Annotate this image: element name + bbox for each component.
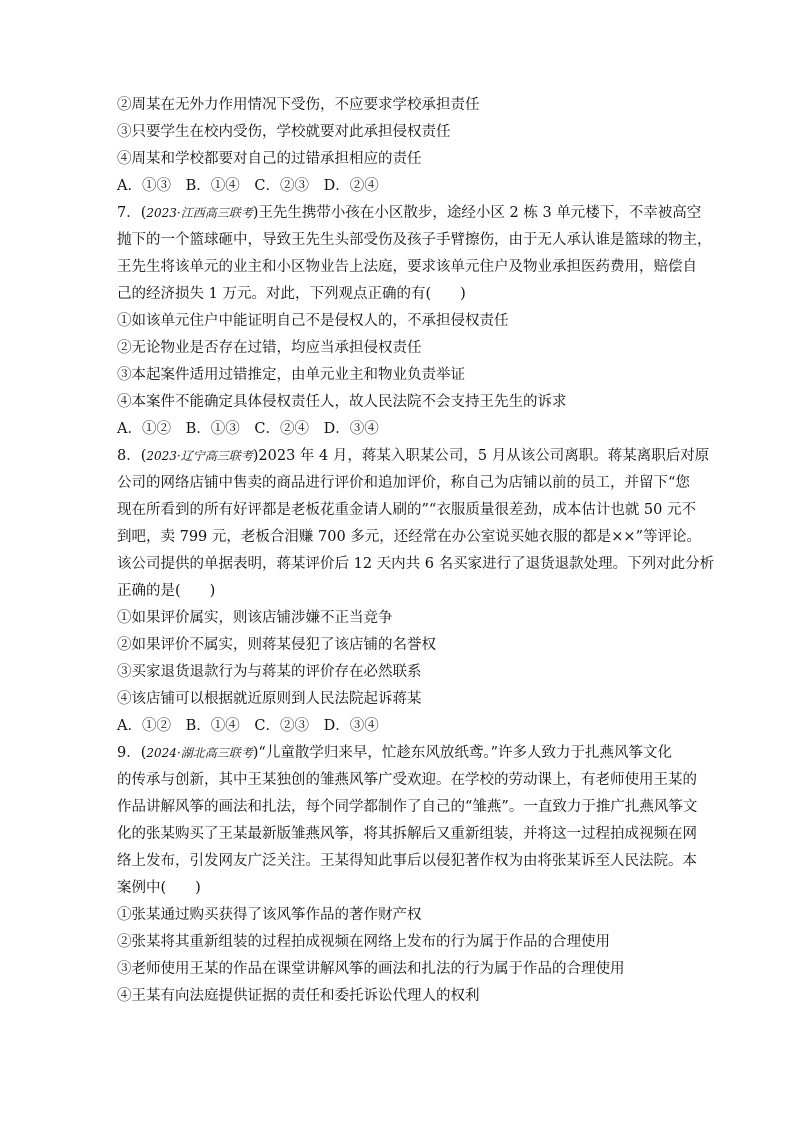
option-text: ②无论物业是否存在过错，均应当承担侵权责任 <box>117 340 422 356</box>
option-text: ②张某将其重新组装的过程拍成视频在网络上发布的行为属于作品的合理使用 <box>117 934 610 950</box>
option-text: ④周某和学校都要对自己的过错承担相应的责任 <box>117 151 422 167</box>
question-stem-line: 到吧，卖 799 元，老板合泪赚 700 多元，还经常在办公室说买她衣服的都是××”等评论。 <box>117 529 701 545</box>
question-number: 7．( <box>117 205 147 221</box>
option-text: ③本起案件适用过错推定，由单元业主和物业负责举证 <box>117 367 465 383</box>
answer-choice-c: C．②③ <box>254 718 309 734</box>
question-stem-first-line <box>117 740 689 767</box>
question-source: 2023·辽宁高三联考 <box>146 449 253 463</box>
question-stem-line: 己的经济损失 1 万元。对此，下列观点正确的有( ) <box>117 286 466 302</box>
option-text: ①张某通过购买获得了该风筝作品的著作财产权 <box>117 907 422 923</box>
option-text: ②周某在无外力作用情况下受伤，不应要求学校承担责任 <box>117 97 480 113</box>
question-stem-line: 抛下的一个篮球砸中，导致王先生头部受伤及孩子手臂擦伤，由于无人承认谁是篮球的物主， <box>117 232 712 248</box>
question-stem-line: 王先生将该单元的业主和小区物业告上法庭，要求该单元住户及物业承担医药费用，赔偿自 <box>117 259 697 275</box>
answer-choice-d: D．③④ <box>323 421 379 437</box>
answer-choice-c: C．②③ <box>254 178 309 194</box>
answer-choice-d: D．③④ <box>323 718 379 734</box>
question-stem-line: 公司的网络店铺中售卖的商品进行评价和追加评价，称自己为店铺以前的员工，并留下“您 <box>117 475 690 491</box>
question-number: 8．( <box>117 448 147 464</box>
question-7 <box>117 200 712 443</box>
question-9 <box>117 740 698 1010</box>
answer-choices <box>117 173 689 200</box>
answer-choices <box>117 713 689 740</box>
option-text: ④本案件不能确定具体侵权责任人，故人民法院不会支持王先生的诉求 <box>117 394 567 410</box>
question-stem-line: 作品讲解风筝的画法和扎法，每个同学都制作了自己的“雏燕”。一直致力于推广扎燕风筝文 <box>117 799 698 815</box>
question-stem-line: 案例中( ) <box>117 880 201 896</box>
question-stem-first-line <box>117 443 710 470</box>
answer-choice-b: B．①③ <box>185 421 240 437</box>
question-stem-line: 化的张某购买了王某最新版雏燕风筝，将其拆解后又重新组装，并将这一过程拍成视频在网 <box>117 826 697 842</box>
question-source: 2024·湖北高三联考 <box>146 746 253 760</box>
option-text: ④王某有向法庭提供证据的责任和委托诉讼代理人的权利 <box>117 988 480 1004</box>
question-stem: )2023 年 4 月，蒋某入职某公司，5 月从该公司离职。蒋某离职后对原 <box>252 448 710 464</box>
question-stem-line: 现在所看到的所有好评都是老板花重金请人刷的”“衣服质量很差劲，成本估计也就 50 元不 <box>117 502 696 518</box>
question-stem-line: 络上发布，引发网友广泛关注。王某得知此事后以侵犯著作权为由将张某诉至人民法院。本 <box>117 853 697 869</box>
option-text: ①如该单元住户中能证明自己不是侵权人的，不承担侵权责任 <box>117 313 509 329</box>
answer-choice-a: A．①③ <box>117 178 171 194</box>
option-text: ③老师使用王某的作品在课堂讲解风筝的画法和扎法的行为属于作品的合理使用 <box>117 961 625 977</box>
question-number: 9．( <box>117 745 147 761</box>
question-stem-first-line <box>117 200 702 227</box>
option-text: ①如果评价属实，则该店铺涉嫌不正当竞争 <box>117 610 393 626</box>
answer-choice-b: B．①④ <box>185 718 240 734</box>
exam-page <box>117 92 715 1010</box>
question-stem: )“儿童散学归来早，忙趁东风放纸鸢。”许多人致力于扎燕风筝文化 <box>252 745 672 761</box>
option-text: ③买家退货退款行为与蒋某的评价存在必然联系 <box>117 664 422 680</box>
question-source: 2023·江西高三联考 <box>146 206 253 220</box>
answer-choice-c: C．②④ <box>254 421 309 437</box>
answer-choice-b: B．①④ <box>185 178 240 194</box>
answer-choice-a: A．①② <box>117 421 171 437</box>
question-6-tail <box>117 92 689 200</box>
answer-choice-a: A．①② <box>117 718 171 734</box>
option-text: ③只要学生在校内受伤，学校就要对此承担侵权责任 <box>117 124 451 140</box>
question-stem-line: 该公司提供的单据表明，蒋某评价后 12 天内共 6 名买家进行了退货退款处理。下列对此分析 <box>117 556 715 572</box>
option-text: ④该店铺可以根据就近原则到人民法院起诉蒋某 <box>117 691 422 707</box>
question-stem-line: 正确的是( ) <box>117 583 216 599</box>
question-8 <box>117 443 715 740</box>
question-stem: )王先生携带小孩在小区散步，途经小区 2 栋 3 单元楼下，不幸被高空 <box>252 205 702 221</box>
answer-choices <box>117 416 689 443</box>
answer-choice-d: D．②④ <box>323 178 379 194</box>
question-stem-line: 的传承与创新，其中王某独创的雏燕风筝广受欢迎。在学校的劳动课上，有老师使用王某的 <box>117 772 697 788</box>
option-text: ②如果评价不属实，则蒋某侵犯了该店铺的名誉权 <box>117 637 436 653</box>
